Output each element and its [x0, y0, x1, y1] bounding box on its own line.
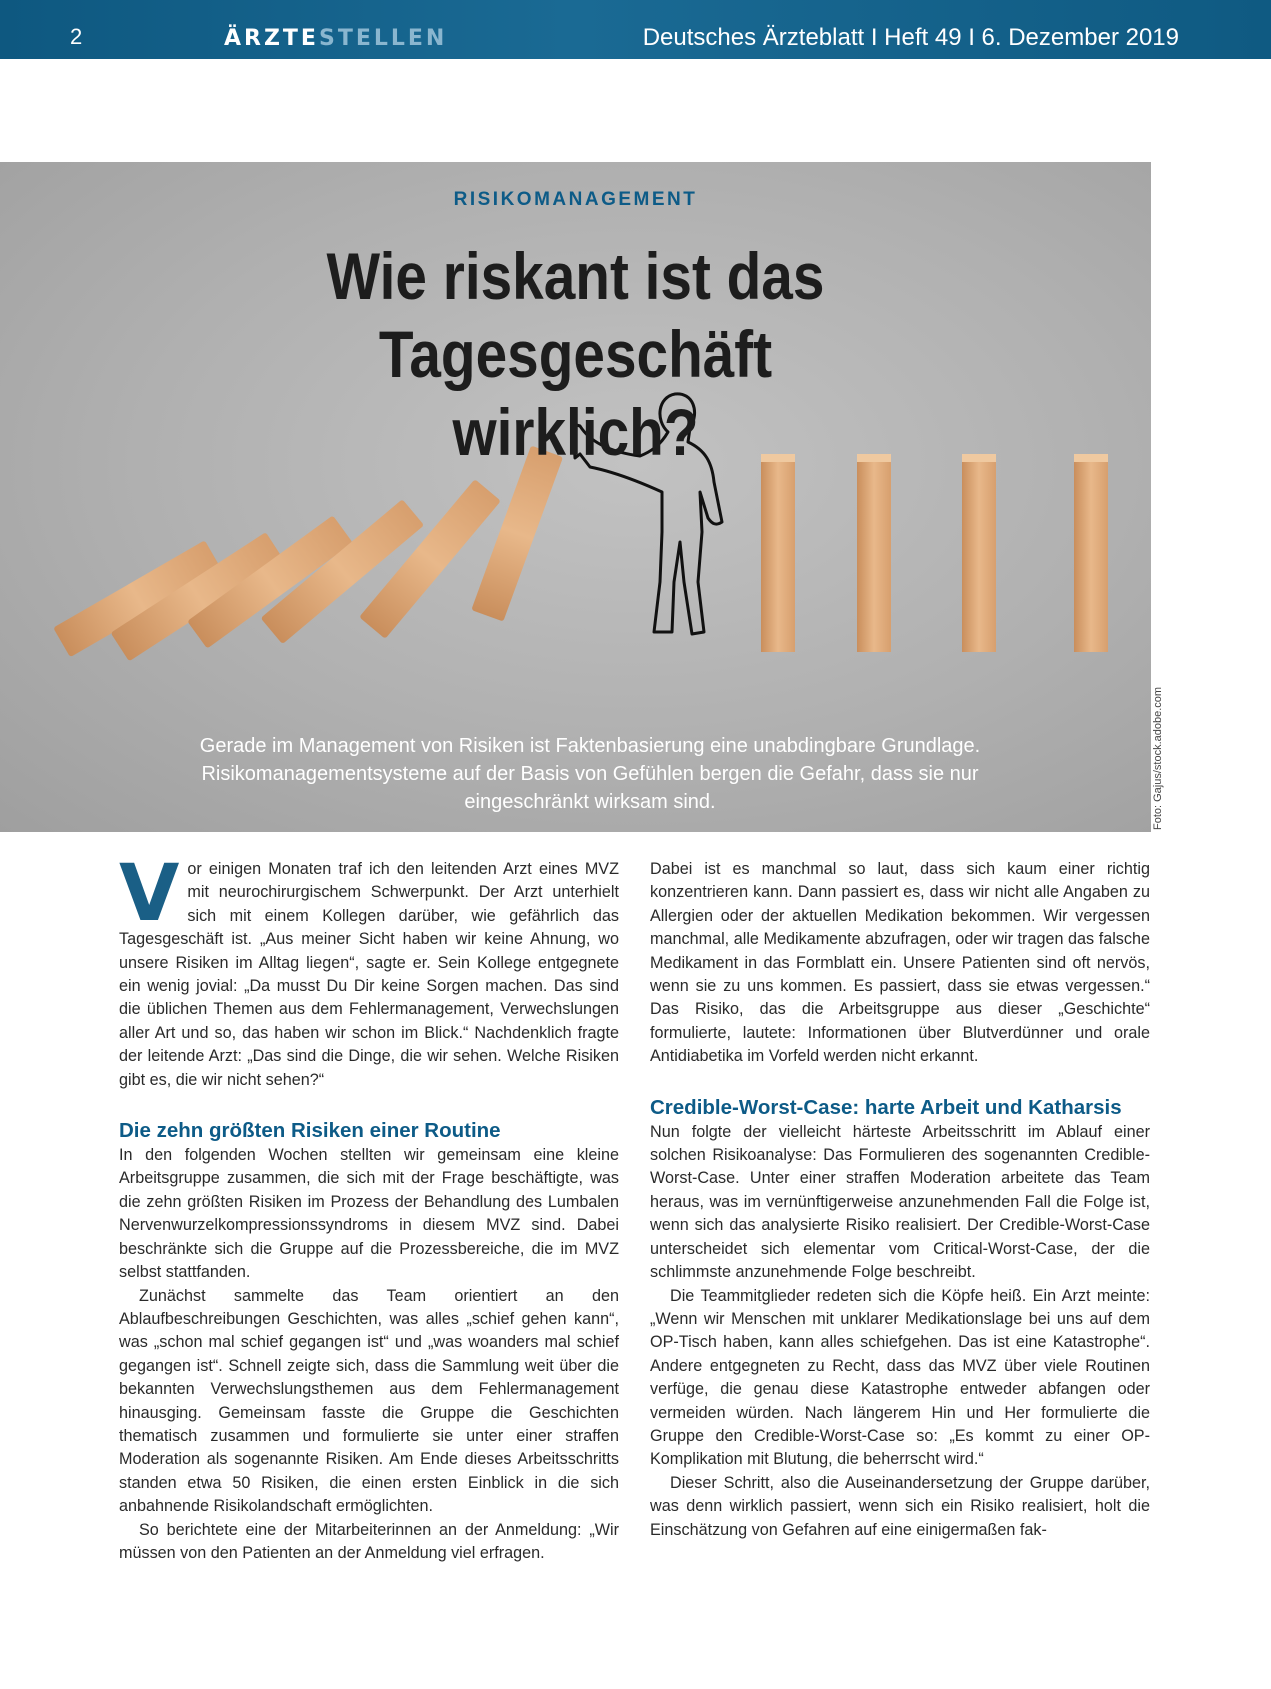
- article-column-left: [119, 849, 619, 1565]
- paragraph: Dabei ist es manchmal so laut, dass sich kaum einer richtig konzentrieren kann. Dann passiert es, dass wir nicht alle Angaben zu Allergien oder der aktuellen Medikation bekommen. Wir vergessen manchmal, alle Medikamente abzufragen, oder wir tragen das falsche Medikament in das Formblatt ein. Unsere Patienten sind oft nervös, wenn sie zu uns kommen. Es passiert, dass sie etwas vergessen.“ Das Risiko, das die Arbeitsgruppe aus dieser „Geschichte“ formulierte, lautete: Informationen über Blutverdünner und orale Antidiabetika im Vorfeld werden nicht erkannt.: [650, 860, 1150, 1066]
- standing-dominoes: [761, 454, 1108, 652]
- page-number: 2: [70, 24, 83, 49]
- article-title-line1: Wie riskant ist das Tagesgeschäft: [326, 239, 825, 391]
- fallen-dominoes: [53, 445, 563, 661]
- article-title-line2: wirklich?: [452, 395, 699, 469]
- drop-cap: V: [119, 849, 180, 939]
- image-caption: Gerade im Management von Risiken ist Faktenbasierung eine unabdingbare Grundlage. Risikomanagementsysteme auf der Basis von Gefühlen bergen die Gefahr, dass sie nur eingeschränkt wirksam sind.: [199, 735, 981, 813]
- hero-image: [0, 162, 1151, 832]
- header-bar: [0, 0, 1271, 59]
- article-column-right: [650, 858, 1150, 1542]
- intro-paragraph: [119, 849, 619, 1092]
- brand-logo-part2: STELLEN: [318, 26, 448, 51]
- paragraph: So berichtete eine der Mitarbeiterinnen an der Anmeldung: „Wir müssen von den Patienten an der Anmeldung viel erfragen.: [119, 1520, 619, 1562]
- section-heading-2: Credible-Worst-Case: harte Arbeit und Katharsis: [650, 1095, 1122, 1119]
- paragraph: In den folgenden Wochen stellten wir gemeinsam eine kleine Arbeitsgruppe zusammen, die sich mit der Frage beschäftigte, was die zehn größten Risiken im Prozess der Behandlung des Lumbalen Nervenwurzelkompressionssyndroms in diesem MVZ sind. Dabei beschränkte sich die Gruppe auf die Prozessbereiche, die im MVZ selbst stattfanden.: [119, 1146, 619, 1282]
- brand-logo-part1: ÄRZTE: [224, 26, 319, 51]
- paragraph: Nun folgte der vielleicht härteste Arbeitsschritt im Ablauf einer solchen Risikoanalyse: Das Formulieren des sogenannten Credible-Worst-Case. Unter einer straffen Moderation arbeitete das Team heraus, was im vernünftigerweise anzunehmenden Fall die Folge ist, wenn sich das analysierte Risiko realisiert. Der Credible-Worst-Case unterscheidet sich elementar vom Critical-Worst-Case, der die schlimmste anzunehmende Folge beschreibt.: [650, 1122, 1150, 1282]
- photo-credit: Foto: Gajus/stock.adobe.com: [1152, 686, 1164, 830]
- issue-info: Deutsches Ärzteblatt I Heft 49 I 6. Dezember 2019: [642, 24, 1179, 51]
- section-heading-1: Die zehn größten Risiken einer Routine: [119, 1119, 501, 1143]
- paragraph: Dieser Schritt, also die Auseinandersetzung der Gruppe darüber, was denn wirklich passiert, wenn sich ein Risiko realisiert, holt die Einschätzung von Gefahren auf eine einigermaßen fak-: [650, 1473, 1150, 1539]
- article-title: [132, 237, 1019, 471]
- paragraph: Die Teammitglieder redeten sich die Köpfe heiß. Ein Arzt meinte: „Wenn wir Menschen mit unklarer Medikationslage bei uns auf dem OP-Tisch haben, kann alles schiefgehen. Das ist eine Katastrophe“. Andere entgegneten zu Recht, dass das MVZ über viele Routinen verfüge, die genau diese Katastrophe entweder abfangen oder vermeiden würden. Nach längerem Hin und Her formulierte die Gruppe den Credible-Worst-Case so: „Es kommt zu einer OP-Komplikation mit Blutung, die beherrscht wird.“: [650, 1286, 1150, 1469]
- brand-logo: [224, 26, 447, 51]
- intro-text: or einigen Monaten traf ich den leitenden Arzt eines MVZ mit neurochirurgischem Schwerpunkt. Der Arzt unterhielt sich mit einem Kollegen darüber, wie gefährlich das Tagesgeschäft ist. „Aus meiner Sicht haben wir keine Ahnung, wo unsere Risiken im Alltag liegen“, sagte er. Sein Kollege entgegnete ein wenig jovial: „Da musst Du Dir keine Sorgen machen. Das sind die üblichen Themen aus dem Fehlermanagement, Verwechslungen aller Art und so, das haben wir schon im Blick.“ Nachdenklich fragte der leitende Arzt: „Das sind die Dinge, die wir sehen. Welche Risiken gibt es, die wir nicht sehen?“: [119, 860, 619, 1089]
- section-kicker: RISIKOMANAGEMENT: [453, 189, 698, 210]
- paragraph: Zunächst sammelte das Team orientiert an den Ablaufbeschreibungen Geschichten, was alles „schief gehen kann“, was „schon mal schief gegangen ist“ und „was woanders mal schief gegangen ist“. Schnell zeigte sich, dass die Sammlung weit über die bekannten Verwechslungsthemen aus dem Fehlermanagement hinausging. Gemeinsam fasste die Gruppe die Geschichten thematisch zusammen und formulierte sie unter einer straffen Moderation als sogenannte Risiken. Am Ende dieses Arbeitsschritts standen etwa 50 Risiken, die einen ersten Einblick in die sich anbahnende Risikolandschaft ermöglichten.: [119, 1286, 619, 1516]
